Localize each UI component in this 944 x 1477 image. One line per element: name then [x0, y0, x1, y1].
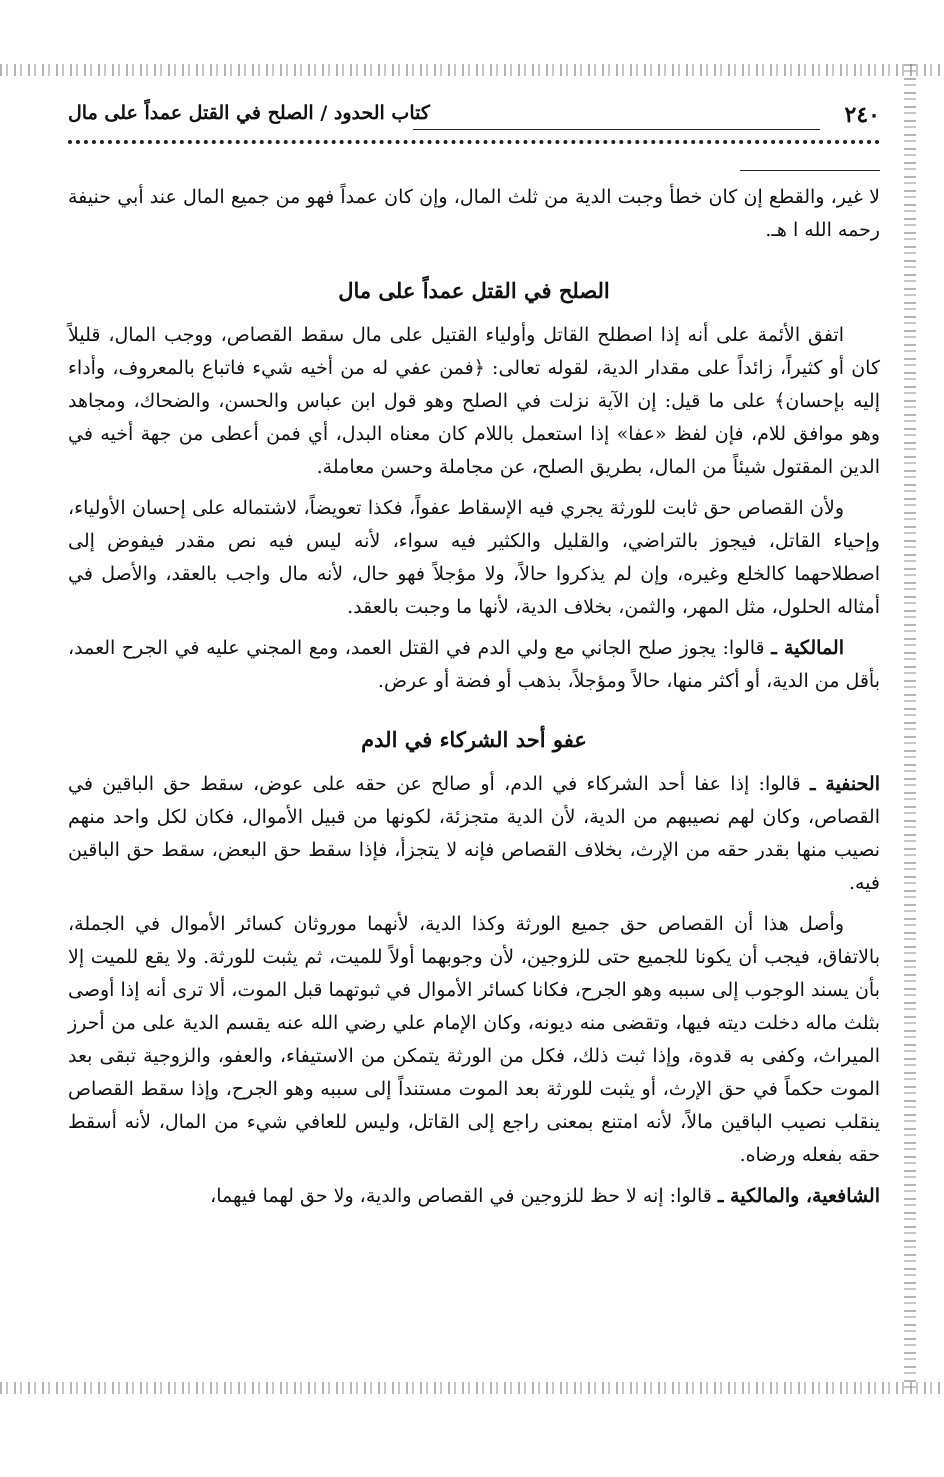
paragraph: ولأن القصاص حق ثابت للورثة يجري فيه الإسقاط عفواً، فكذا تعويضاً، لاشتماله على إحسان الأولياء، وإحياء القاتل، فيجوز بالتراضي، والقليل والكثير فيه سواء، لأنه ليس فيه نص مقدر فيفوض إلى اصطلاحهما كالخلع وغيره، وإن لم يذكروا حالاً، ولا مؤجلاً فهو حال، لأنه مال واجب بالعقد، والأصل في أمثاله الحلول، مثل المهر، والثمن، بخلاف الدية، لأنها ما وجبت بالعقد.: [68, 497, 880, 618]
paragraph-shafiiyya: [68, 1180, 880, 1213]
paragraph-text: قالوا: إذا عفا أحد الشركاء في الدم، أو صالح عن حقه على عوض، سقط حق الباقين في القصاص، وكان لهم نصيبهم من الدية، لأن الدية متجزئة، لكونها من قبيل الأموال، فكان لكل واحد منهم نصيب منها بقدر حقه من الإرث، بخلاف القصاص فإنه لا يتجزأ، فإذا سقط حق البعض، سقط حق الباقين فيه.: [68, 773, 880, 894]
paragraph: وأصل هذا أن القصاص حق جميع الورثة وكذا الدية، لأنهما موروثان كسائر الأموال في الجملة، بالاتفاق، فيجب أن يكونا للجميع حتى للزوجين، لأن وجوبهما أولاً للميت، ثم يثبت للورثة. ولا يقع للميت إلا بأن يسند الوجوب إلى سببه وهو الجرح، فكانا كسائر الأموال في ثبوتهما قبل الموت، ألا ترى أنه إذا أوصى بثلث ماله دخلت ديته فيها، وتقضى منه ديونه، وكان الإمام علي رضي الله عنه يقسم الدية على من أحرز الميراث، وكفى به قدوة، وإذا ثبت ذلك، فكل من الورثة يتمكن من الاستيفاء، والعفو، والزوجية تبقى بعد الموت حكماً في حق الإرث، أو يثبت للورثة بعد الموت مستنداً إلى سببه وهو الجرح، وإذا سقط القصاص ينقلب نصيب الباقين مالاً، لأنه امتنع بمعنى راجع إلى القاتل، وليس للعافي شيء من المال، لأنه أسقط حقه بفعله ورضاه.: [68, 913, 880, 1166]
school-name: الحنفية ـ: [809, 773, 880, 795]
paragraph-malikiyya: [68, 632, 880, 698]
paragraph-continuation: لا غير، والقطع إن كان خطأ وجبت الدية من ثلث المال، وإن كان عمداً فهو من جميع المال عند أبي حنيفة رحمه الله ا هـ.: [68, 186, 880, 241]
ornamental-border-bottom: [0, 1382, 944, 1394]
paragraph-text: قالوا: إنه لا حظ للزوجين في القصاص والدية، ولا حق لهما فيهما،: [210, 1185, 712, 1207]
ornamental-border-top: [0, 64, 944, 76]
page-number: ٢٤٠: [844, 102, 880, 128]
school-name: الشافعية، والمالكية ـ: [717, 1185, 880, 1207]
header-rule: [413, 129, 820, 130]
paragraph: اتفق الأئمة على أنه إذا اصطلح القاتل وأولياء القتيل على مال سقط القصاص، ووجب المال، قليلاً كان أو كثيراً، زائداً على مقدار الدية، لقوله تعالى: ﴿فمن عفي له من أخيه شيء فاتباع بالمعروف، وأداء إليه بإحسان﴾ على ما قيل: إن الآية نزلت في الصلح وهو قول ابن عباس والحسن، والضحاك، ومجاهد وهو موافق للام، فإن لفظ «عفا» إذا استعمل باللام كان معناه البدل، أي فمن أعطى من جهة أخيه في الدين المقتول شيئاً من المال، بطريق الصلح، عن مجاملة وحسن معاملة.: [68, 324, 880, 478]
section-heading: الصلح في القتل عمداً على مال: [338, 278, 610, 303]
ornamental-border-right: [904, 64, 916, 1394]
dotted-separator: [68, 140, 880, 158]
school-name: المالكية ـ: [771, 637, 844, 659]
running-title: كتاب الحدود / الصلح في القتل عمداً على مال: [68, 102, 430, 124]
running-header: [68, 100, 880, 136]
section-heading: عفو أحد الشركاء في الدم: [361, 727, 587, 752]
footnote-rule: [740, 170, 880, 171]
paragraph-hanafiyya: [68, 768, 880, 900]
paragraph-text: قالوا: يجوز صلح الجاني مع ولي الدم في القتل العمد، ومع المجني عليه في الجرح العمد، بأقل من الدية، أو أكثر منها، حالاً ومؤجلاً، بذهب أو فضة أو عرض.: [68, 637, 880, 692]
page: [68, 100, 880, 1213]
